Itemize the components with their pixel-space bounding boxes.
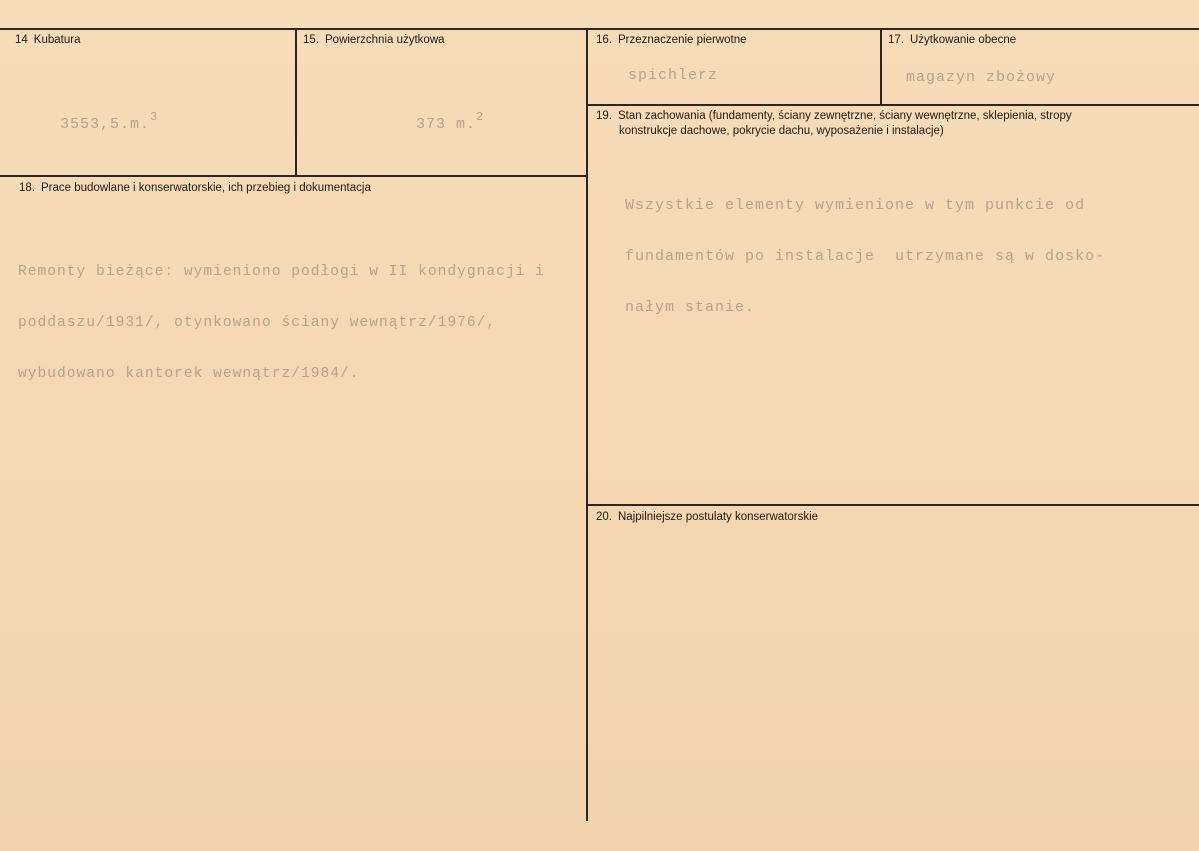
field-17-title: Użytkowanie obecne <box>910 34 1017 46</box>
field-18-label <box>19 181 371 196</box>
field-18-line-3: wybudowano kantorek wewnątrz/1984/. <box>18 366 360 382</box>
field-20-title: Najpilniejsze postulaty konserwatorskie <box>618 511 819 523</box>
field-15-unit-exponent: 2 <box>476 110 485 124</box>
field-17-label <box>888 33 1016 48</box>
field-20-number: 20. <box>596 511 612 523</box>
rule-v2 <box>586 28 588 821</box>
field-14-title: Kubatura <box>33 34 81 46</box>
field-15-title: Powierzchnia użytkowa <box>325 34 445 46</box>
field-14-unit-exponent: 3 <box>150 110 159 124</box>
field-15-label <box>303 33 445 48</box>
field-15-value-text: 373 m. <box>416 116 477 133</box>
field-17-value: magazyn zbożowy <box>906 69 1057 86</box>
field-18-line-1: Remonty bieżące: wymieniono podłogi w II kondygnacji i <box>18 264 545 280</box>
field-19-label <box>596 109 1196 139</box>
field-19-line-3: nałym stanie. <box>625 299 756 316</box>
field-19-title-line-1: Stan zachowania (fundamenty, ściany zewnętrzne, ściany wewnętrzne, sklepienia, stropy <box>618 110 1072 122</box>
rule-row1-left <box>0 175 588 177</box>
field-14-label <box>15 33 80 48</box>
rule-v3 <box>880 28 882 105</box>
field-19-title-line-2: konstrukcje dachowe, pokrycie dachu, wyposażenie i instalacje) <box>619 125 944 137</box>
rule-top <box>0 28 1199 30</box>
field-15-value <box>376 92 484 150</box>
field-14-value-text: 3553,5.m. <box>60 116 151 133</box>
rule-row1-right <box>588 104 1199 106</box>
field-16-title: Przeznaczenie pierwotne <box>618 34 747 46</box>
field-14-number: 14 <box>15 34 28 46</box>
field-19-line-2: fundamentów po instalacje utrzymane są w dosko- <box>625 248 1106 265</box>
field-18-title: Prace budowlane i konserwatorskie, ich przebieg i dokumentacja <box>41 182 371 194</box>
field-19-number: 19. <box>596 110 612 122</box>
field-19-line-1: Wszystkie elementy wymienione w tym punkcie od <box>625 197 1086 214</box>
field-18-text <box>18 230 545 417</box>
field-20-label <box>596 510 818 525</box>
rule-row3-right <box>588 504 1199 506</box>
field-16-value: spichlerz <box>628 67 719 84</box>
field-16-label <box>596 33 747 48</box>
field-18-number: 18. <box>19 182 35 194</box>
field-18-line-2: poddaszu/1931/, otynkowano ściany wewnątrz/1976/, <box>18 315 497 331</box>
field-17-number: 17. <box>888 34 904 46</box>
field-14-value <box>20 92 158 150</box>
field-16-number: 16. <box>596 34 612 46</box>
rule-v1 <box>295 28 297 176</box>
field-15-number: 15. <box>303 34 319 46</box>
field-19-text <box>625 163 1105 350</box>
